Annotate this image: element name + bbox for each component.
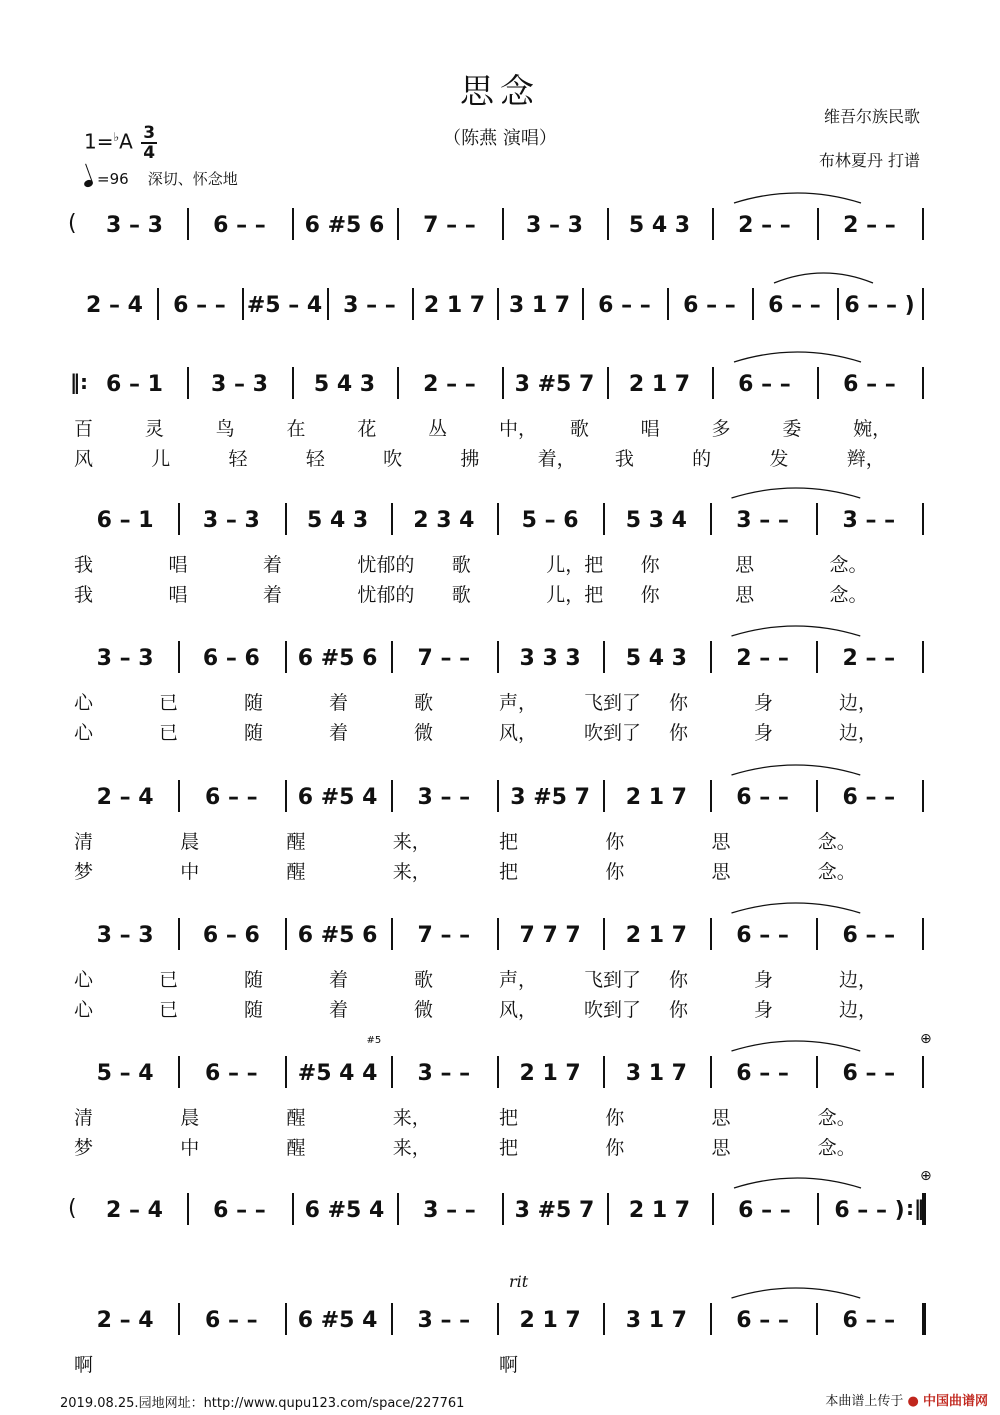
slur-arc bbox=[732, 1041, 861, 1051]
footer-brand-name: 中国曲谱网 bbox=[922, 1394, 988, 1409]
staff-line bbox=[0, 285, 1000, 325]
time-denominator: 4 bbox=[143, 143, 156, 163]
measure: 6 – – ) bbox=[844, 292, 915, 318]
lyric-word: 花 bbox=[357, 418, 377, 440]
measure: 2 – 4 bbox=[86, 292, 143, 318]
measure: 6 – 1 bbox=[106, 371, 163, 397]
measure: 2 1 7 bbox=[519, 1307, 581, 1333]
measure: 2 3 4 bbox=[413, 507, 475, 533]
lyric-word: 把 bbox=[499, 861, 519, 883]
measure: 6 – – ) bbox=[834, 1197, 905, 1223]
lyric-word: 委 bbox=[782, 418, 802, 440]
lyric-word: 你 bbox=[669, 722, 689, 744]
measure: 3 3 3 bbox=[519, 645, 581, 671]
slur-layer bbox=[0, 777, 1000, 817]
measure: 3 – 3 bbox=[526, 212, 583, 238]
lyric-word: 中， bbox=[499, 418, 538, 440]
measure: 6 – – bbox=[213, 1197, 266, 1223]
measure: 7 – – bbox=[417, 645, 471, 671]
measure: #5 4 4 bbox=[297, 1060, 378, 1086]
flat-sign: ♭ bbox=[113, 129, 120, 144]
lyric-word: 念。 bbox=[829, 554, 868, 576]
lyric-word: 飞到了 bbox=[584, 692, 642, 714]
intro-paren: ( bbox=[68, 211, 77, 236]
lyric-word: 吹到了 bbox=[584, 722, 642, 744]
tempo-value: =96 bbox=[97, 170, 129, 188]
measure: 6 – – bbox=[842, 784, 896, 810]
lyric-word: 清 bbox=[74, 831, 94, 853]
staff-line bbox=[0, 1031, 1000, 1093]
measure: 3 – – bbox=[423, 1197, 476, 1223]
lyric-word: 身 bbox=[754, 692, 774, 714]
measure: 3 – – bbox=[417, 1307, 471, 1333]
key-letter: A bbox=[119, 129, 133, 154]
measure: 3 – 3 bbox=[202, 507, 260, 533]
lyric-word: 唱 bbox=[640, 418, 660, 440]
lyric-word: 心 bbox=[74, 999, 94, 1021]
lyric-word: 你 bbox=[605, 831, 625, 853]
lyric-word: 你 bbox=[669, 969, 689, 991]
lyric-word: 你 bbox=[605, 861, 625, 883]
lyric-word: 歌 bbox=[451, 584, 471, 606]
lyric-word: 随 bbox=[244, 692, 264, 714]
lyric-word: 啊 bbox=[74, 1354, 94, 1376]
intro-paren: ( bbox=[68, 1196, 77, 1221]
lyric-word: 啊 bbox=[499, 1354, 519, 1376]
lyric-word: 梦 bbox=[74, 1137, 94, 1159]
measure: 6 – – bbox=[598, 292, 651, 318]
lyric-word: 身 bbox=[754, 969, 774, 991]
measure: 2 – 4 bbox=[96, 784, 154, 810]
lyric-word: 儿 bbox=[151, 448, 171, 470]
slur-arc bbox=[734, 1178, 861, 1188]
measure: 2 – – bbox=[423, 371, 476, 397]
staff-line bbox=[0, 638, 1000, 678]
tempo-marking bbox=[84, 168, 238, 189]
measure: 6 – 1 bbox=[96, 507, 154, 533]
measure: 2 1 7 bbox=[625, 784, 687, 810]
lyric-word: 轻 bbox=[228, 448, 248, 470]
measure: 6 #5 4 bbox=[297, 784, 378, 810]
measure: 6 #5 4 bbox=[297, 1307, 378, 1333]
lyric-word: 思 bbox=[711, 1137, 731, 1159]
measure: 6 – – bbox=[205, 784, 258, 810]
lyric-word: 着 bbox=[262, 554, 282, 576]
lyric-word: 微 bbox=[414, 999, 434, 1021]
lyric-word: 梦 bbox=[74, 861, 94, 883]
lyric-word: 醒 bbox=[286, 831, 306, 853]
lyric-word: 中 bbox=[180, 1137, 200, 1159]
lyric-word: 歌 bbox=[414, 692, 434, 714]
measure: 6 – – bbox=[205, 1307, 258, 1333]
repeat-start-sign: ‖: bbox=[70, 370, 88, 394]
measure: 3 – 3 bbox=[96, 645, 154, 671]
lyric-word: 边， bbox=[839, 692, 878, 714]
lyric-word: 念。 bbox=[817, 1107, 856, 1129]
lyric-word: 把 bbox=[499, 1107, 519, 1129]
lyric-word: 辫， bbox=[846, 448, 885, 470]
lyric-word: 中 bbox=[180, 861, 200, 883]
ritardando-marking: rit bbox=[509, 1272, 529, 1291]
key-prefix: 1= bbox=[84, 129, 114, 154]
measure: 5 4 3 bbox=[628, 212, 691, 238]
lyric-word: 你 bbox=[605, 1137, 625, 1159]
lyric-word: 你 bbox=[640, 554, 660, 576]
measure: #5 – 4 bbox=[246, 292, 323, 318]
measure: 6 – – bbox=[205, 1060, 258, 1086]
measure: 5 4 3 bbox=[313, 371, 376, 397]
lyric-word: 已 bbox=[159, 692, 179, 714]
lyric-word: 来， bbox=[392, 861, 431, 883]
lyric-word: 在 bbox=[286, 418, 306, 440]
lyric-word: 忧郁的 bbox=[357, 584, 415, 606]
lyric-word: 你 bbox=[640, 584, 660, 606]
staff-line bbox=[0, 364, 1000, 404]
measure: 5 4 3 bbox=[625, 645, 687, 671]
lyric-word: 醒 bbox=[286, 1107, 306, 1129]
lyric-word: 来， bbox=[392, 1137, 431, 1159]
slur-arc bbox=[734, 352, 861, 362]
lyric-word: 忧郁的 bbox=[357, 554, 415, 576]
lyric-word: 歌 bbox=[414, 969, 434, 991]
lyric-word: 身 bbox=[754, 722, 774, 744]
measure: 5 3 4 bbox=[625, 507, 687, 533]
slur-layer bbox=[0, 1053, 1000, 1093]
measure: 6 – – bbox=[843, 371, 896, 397]
measure: 2 1 7 bbox=[625, 922, 687, 948]
lyric-word: 微 bbox=[414, 722, 434, 744]
measure: 7 – – bbox=[417, 922, 471, 948]
measure: 6 #5 6 bbox=[297, 645, 378, 671]
lyric-word: 风， bbox=[499, 999, 538, 1021]
slur-arc bbox=[774, 273, 873, 283]
lyric-word: 风， bbox=[499, 722, 538, 744]
measure: 5 – 6 bbox=[521, 507, 579, 533]
lyric-word: 醒 bbox=[286, 1137, 306, 1159]
lyric-word: 随 bbox=[244, 999, 264, 1021]
measure: 3 – 3 bbox=[211, 371, 268, 397]
staff-line bbox=[0, 915, 1000, 955]
lyric-word: 已 bbox=[159, 969, 179, 991]
lyric-word: 我 bbox=[74, 554, 94, 576]
lyric-word: 心 bbox=[74, 692, 94, 714]
measure: 2 – – bbox=[736, 645, 789, 671]
lyric-word: 随 bbox=[244, 969, 264, 991]
song-title: 思念 bbox=[460, 72, 540, 112]
lyric-word: 来， bbox=[392, 831, 431, 853]
lyric-word: 风 bbox=[74, 448, 94, 470]
slur-layer bbox=[0, 915, 1000, 955]
key-signature bbox=[84, 124, 157, 162]
measure: 6 #5 6 bbox=[304, 212, 385, 238]
measure: 7 7 7 bbox=[519, 922, 581, 948]
measure: 3 1 7 bbox=[625, 1060, 687, 1086]
lyric-word: 边， bbox=[839, 722, 878, 744]
slur-layer bbox=[0, 500, 1000, 540]
staff-line bbox=[0, 205, 1000, 245]
slur-arc bbox=[734, 193, 861, 203]
lyric-word: 思 bbox=[711, 1107, 731, 1129]
measure: 3 1 7 bbox=[508, 292, 571, 318]
measure: 2 – 4 bbox=[106, 1197, 163, 1223]
measure: 6 – – bbox=[768, 292, 821, 318]
measure: 6 – – bbox=[736, 784, 789, 810]
slur-arc bbox=[732, 903, 861, 913]
repeat-end-sign: :‖ bbox=[906, 1196, 924, 1220]
lyric-word: 着 bbox=[329, 722, 349, 744]
measure: 3 – – bbox=[417, 1060, 471, 1086]
measure: 2 1 7 bbox=[628, 1197, 691, 1223]
lyric-word: 你 bbox=[669, 692, 689, 714]
lyric-word: 心 bbox=[74, 722, 94, 744]
lyric-word: 清 bbox=[74, 1107, 94, 1129]
lyric-word: 声， bbox=[499, 969, 538, 991]
measure: 5 4 3 bbox=[307, 507, 369, 533]
lyric-word: 儿，把 bbox=[546, 554, 604, 576]
measure: 6 #5 6 bbox=[297, 922, 378, 948]
footer-brand bbox=[825, 1390, 988, 1409]
brand-logo-icon: ● bbox=[907, 1394, 919, 1409]
measure: 2 – – bbox=[842, 645, 896, 671]
measure: 6 – – bbox=[738, 371, 791, 397]
measure: 6 – – bbox=[738, 1197, 791, 1223]
lyric-word: 晨 bbox=[180, 831, 200, 853]
lyric-word: 着 bbox=[262, 584, 282, 606]
lyric-word: 念。 bbox=[817, 831, 856, 853]
measure: 2 1 7 bbox=[423, 292, 486, 318]
lyric-word: 思 bbox=[735, 554, 755, 576]
lyric-word: 把 bbox=[499, 1137, 519, 1159]
coda-sign-icon: ⊕ bbox=[920, 1031, 932, 1047]
mood-text: 深切、怀念地 bbox=[147, 170, 238, 188]
lyric-word: 飞到了 bbox=[584, 969, 642, 991]
measure: 6 – – bbox=[736, 922, 789, 948]
measure: 2 1 7 bbox=[519, 1060, 581, 1086]
lyric-word: 我 bbox=[614, 448, 634, 470]
lyric-word: 歌 bbox=[451, 554, 471, 576]
measure: 6 – 6 bbox=[202, 922, 260, 948]
lyric-word: 着 bbox=[329, 692, 349, 714]
measure: 3 1 7 bbox=[625, 1307, 687, 1333]
slur-arc bbox=[732, 765, 861, 775]
slur-arc bbox=[732, 1288, 861, 1298]
slur-layer bbox=[0, 285, 1000, 325]
coda-sign-icon: ⊕ bbox=[920, 1168, 932, 1184]
measure: 6 – – bbox=[736, 1060, 789, 1086]
lyric-word: 着 bbox=[329, 969, 349, 991]
lyric-word: 边， bbox=[839, 999, 878, 1021]
measure: 2 – 4 bbox=[96, 1307, 154, 1333]
measure: 6 – – bbox=[213, 212, 266, 238]
lyric-word: 念。 bbox=[817, 1137, 856, 1159]
performer-credit: （陈燕 演唱） bbox=[443, 128, 557, 149]
slur-arc bbox=[732, 488, 861, 498]
lyric-word: 的 bbox=[692, 448, 712, 470]
lyric-word: 你 bbox=[669, 999, 689, 1021]
measure: 3 #5 7 bbox=[514, 371, 595, 397]
lyric-word: 边， bbox=[839, 969, 878, 991]
lyric-word: 吹到了 bbox=[584, 999, 642, 1021]
measure: 3 – – bbox=[736, 507, 789, 533]
lyric-word: 唱 bbox=[168, 554, 188, 576]
staff-line bbox=[0, 1168, 1000, 1230]
lyric-word: 已 bbox=[159, 722, 179, 744]
lyric-word: 把 bbox=[499, 831, 519, 853]
staff-line bbox=[0, 500, 1000, 540]
lyric-word: 婉， bbox=[853, 418, 892, 440]
measure: 2 1 7 bbox=[628, 371, 691, 397]
measure: 6 #5 4 bbox=[304, 1197, 385, 1223]
measure: 6 – – bbox=[842, 1307, 896, 1333]
lyric-word: 着， bbox=[537, 448, 576, 470]
lyric-word: 拂 bbox=[460, 448, 480, 470]
lyric-word: 吹 bbox=[383, 448, 403, 470]
measure: 3 – – bbox=[842, 507, 896, 533]
lyric-word: 鸟 bbox=[215, 418, 235, 440]
lyric-word: 轻 bbox=[305, 448, 325, 470]
measure: 5 – 4 bbox=[96, 1060, 154, 1086]
measure: 3 – – bbox=[417, 784, 471, 810]
footer-source-url: 2019.08.25.园地网址：http://www.qupu123.com/space/227761 bbox=[60, 1396, 465, 1411]
lyric-word: 唱 bbox=[168, 584, 188, 606]
lyric-word: 念。 bbox=[829, 584, 868, 606]
measure: 3 – 3 bbox=[96, 922, 154, 948]
measure: 7 – – bbox=[423, 212, 476, 238]
origin-credit: 维吾尔族民歌 bbox=[823, 107, 920, 126]
lyric-word: 随 bbox=[244, 722, 264, 744]
lyric-word: 你 bbox=[605, 1107, 625, 1129]
lyric-word: 我 bbox=[74, 584, 94, 606]
footer-upload-text: 本曲谱上传于 bbox=[825, 1394, 904, 1409]
lyric-word: 着 bbox=[329, 999, 349, 1021]
lyric-word: 儿，把 bbox=[546, 584, 604, 606]
staff-line bbox=[0, 777, 1000, 817]
staff-line bbox=[0, 1272, 1000, 1340]
slur-layer bbox=[0, 205, 1000, 245]
slur-layer bbox=[0, 1190, 1000, 1230]
measure: 6 – – bbox=[842, 1060, 896, 1086]
lyric-word: 身 bbox=[754, 999, 774, 1021]
lyric-word: 晨 bbox=[180, 1107, 200, 1129]
measure: 3 #5 7 bbox=[514, 1197, 595, 1223]
time-numerator: 3 bbox=[143, 123, 156, 143]
measure: 6 – 6 bbox=[202, 645, 260, 671]
measure: 6 – – bbox=[842, 922, 896, 948]
measure: 3 #5 7 bbox=[510, 784, 590, 810]
quarter-note-icon bbox=[83, 179, 94, 189]
lyric-word: 已 bbox=[159, 999, 179, 1021]
lyric-word: 来， bbox=[392, 1107, 431, 1129]
measure: 2 – – bbox=[843, 212, 896, 238]
lyric-word: 醒 bbox=[286, 861, 306, 883]
measure: 6 – – bbox=[173, 292, 226, 318]
slur-layer bbox=[0, 1300, 1000, 1340]
lyric-word: 多 bbox=[711, 418, 731, 440]
measure: 3 – – bbox=[343, 292, 396, 318]
measure: 6 – – bbox=[683, 292, 736, 318]
lyric-word: 丛 bbox=[428, 418, 448, 440]
lyric-word: 歌 bbox=[569, 418, 589, 440]
slur-layer bbox=[0, 638, 1000, 678]
lyric-word: 灵 bbox=[144, 418, 164, 440]
lyric-word: 百 bbox=[74, 418, 94, 440]
arranger-credit: 布林夏丹 打谱 bbox=[818, 151, 920, 170]
lyric-word: 念。 bbox=[817, 861, 856, 883]
lyric-word: 声， bbox=[499, 692, 538, 714]
slur-layer bbox=[0, 364, 1000, 404]
grace-note: #5 bbox=[366, 1035, 382, 1046]
measure: 2 – – bbox=[738, 212, 791, 238]
lyric-word: 心 bbox=[74, 969, 94, 991]
lyric-word: 发 bbox=[769, 448, 789, 470]
measure: 6 – – bbox=[736, 1307, 789, 1333]
measure: 3 – 3 bbox=[106, 212, 163, 238]
lyric-word: 思 bbox=[735, 584, 755, 606]
lyric-word: 思 bbox=[711, 831, 731, 853]
slur-arc bbox=[732, 626, 861, 636]
lyric-word: 思 bbox=[711, 861, 731, 883]
time-signature bbox=[141, 124, 157, 162]
